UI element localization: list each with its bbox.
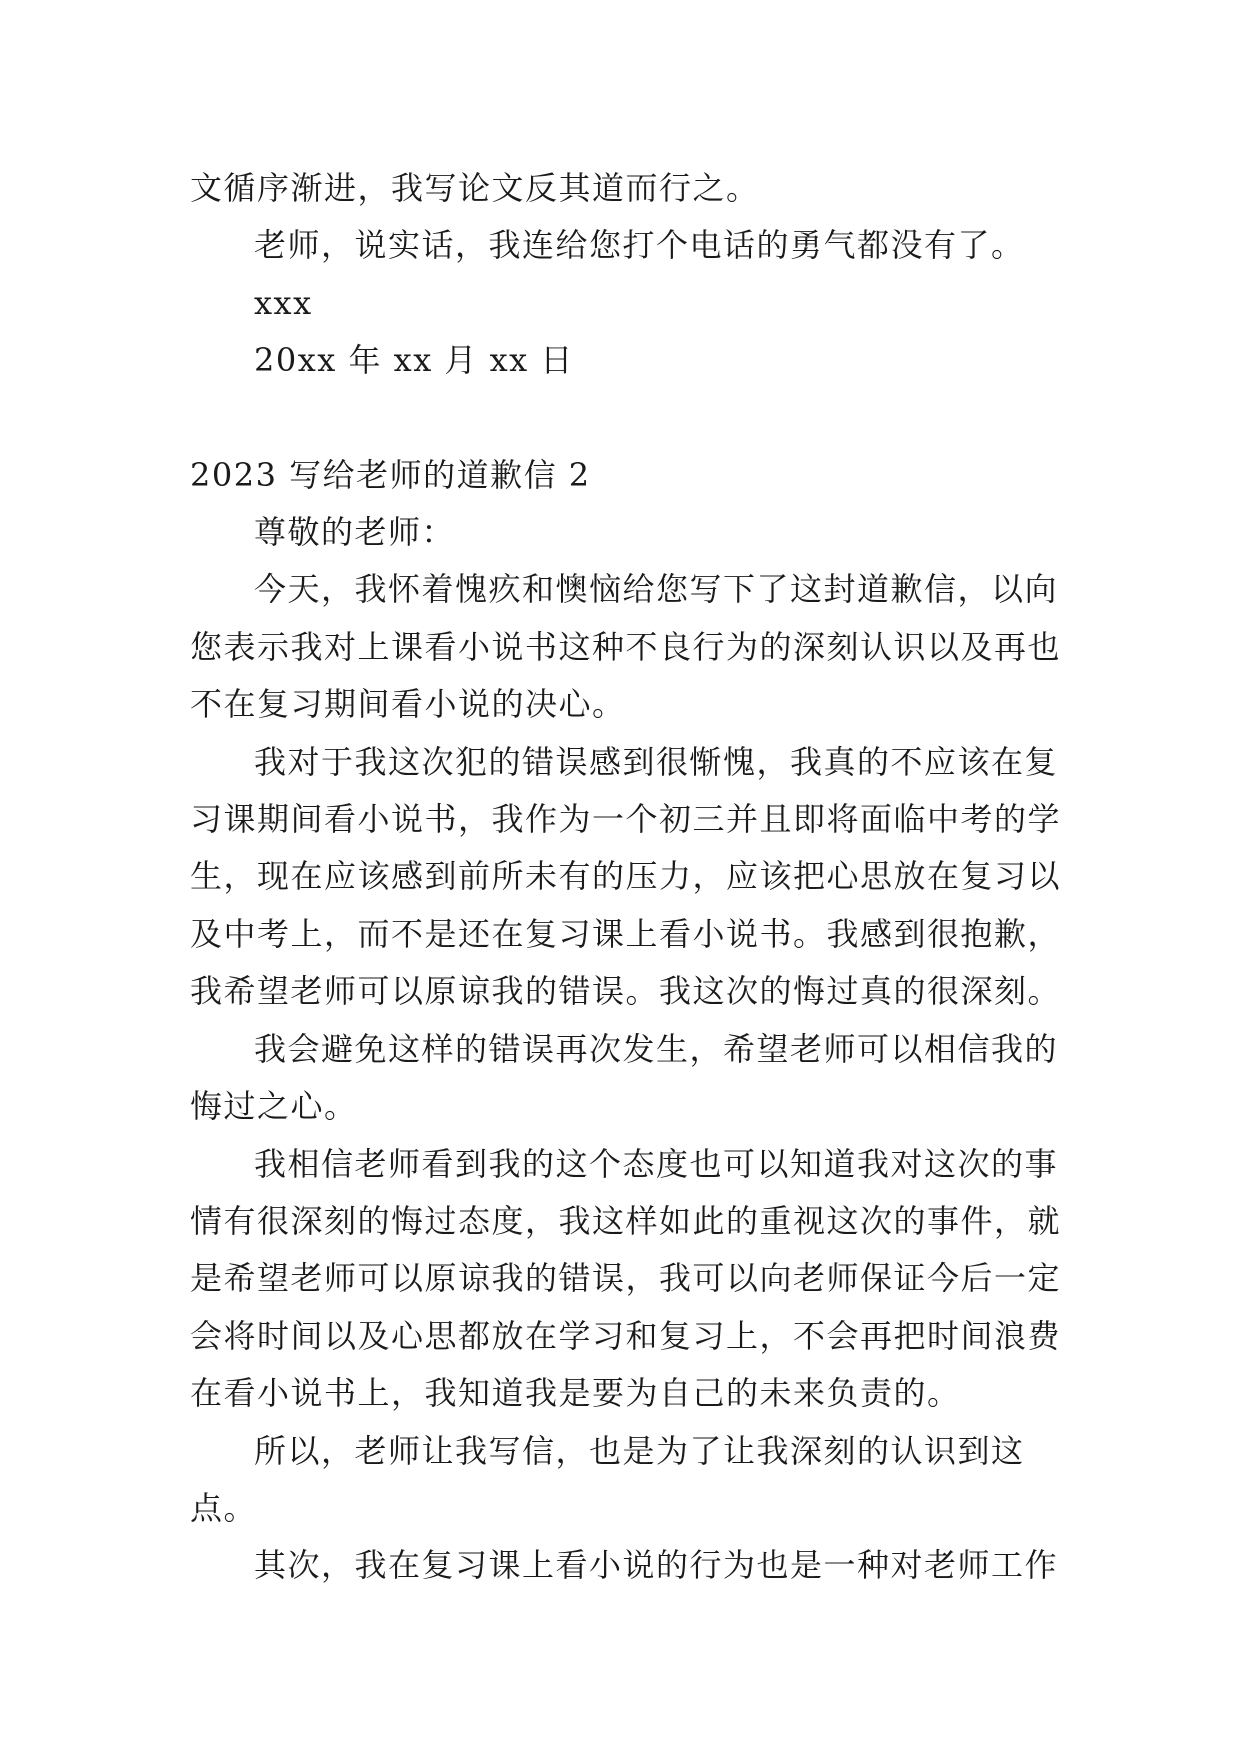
- letter2-paragraph: 所以，老师让我写信，也是为了让我深刻的认识到这点。: [190, 1431, 1025, 1527]
- letter1-closing-fragment: 文循序渐进，我写论文反其道而行之。: [190, 169, 760, 207]
- letter1-final-paragraph: 老师，说实话，我连给您打个电话的勇气都没有了。: [254, 226, 1025, 265]
- letter2-paragraph: 我对于我这次犯的错误感到很惭愧，我真的不应该在复习课期间看小说书，我作为一个初三并且即将面临中考的学生，现在应该感到前所未有的压力，应该把心思放在复习以及中考上，而不是还在复习课上看小说书。我感到很抱歉，我希望老师可以原谅我的错误。我这次的悔过真的很深刻。: [190, 742, 1062, 1011]
- letter2-paragraph: 今天，我怀着愧疚和懊恼给您写下了这封道歉信，以向您表示我对上课看小说书这种不良行为的深刻认识以及再也不在复习期间看小说的决心。: [190, 570, 1062, 724]
- letter2-paragraph: 我相信老师看到我的这个态度也可以知道我对这次的事情有很深刻的悔过态度，我这样如此的重视这次的事件，就是希望老师可以原谅我的错误，我可以向老师保证今后一定会将时间以及心思都放在学习和复习上，不会再把时间浪费在看小说书上，我知道我是要为自己的未来负责的。: [190, 1144, 1062, 1413]
- section-spacer: [190, 390, 1070, 447]
- letter2-paragraph: 其次，我在复习课上看小说的行为也是一种对老师工作: [254, 1546, 1059, 1585]
- document-body: [190, 160, 1070, 1595]
- letter2-title: 2023 写给老师的道歉信 2: [190, 455, 591, 494]
- letter1-date: 20xx 年 xx 月 xx 日: [254, 341, 574, 380]
- letter1-signature: xxx: [254, 283, 313, 322]
- letter2-paragraph: 我会避免这样的错误再次发生，希望老师可以相信我的悔过之心。: [190, 1029, 1059, 1126]
- letter2-salutation: 尊敬的老师：: [254, 513, 456, 552]
